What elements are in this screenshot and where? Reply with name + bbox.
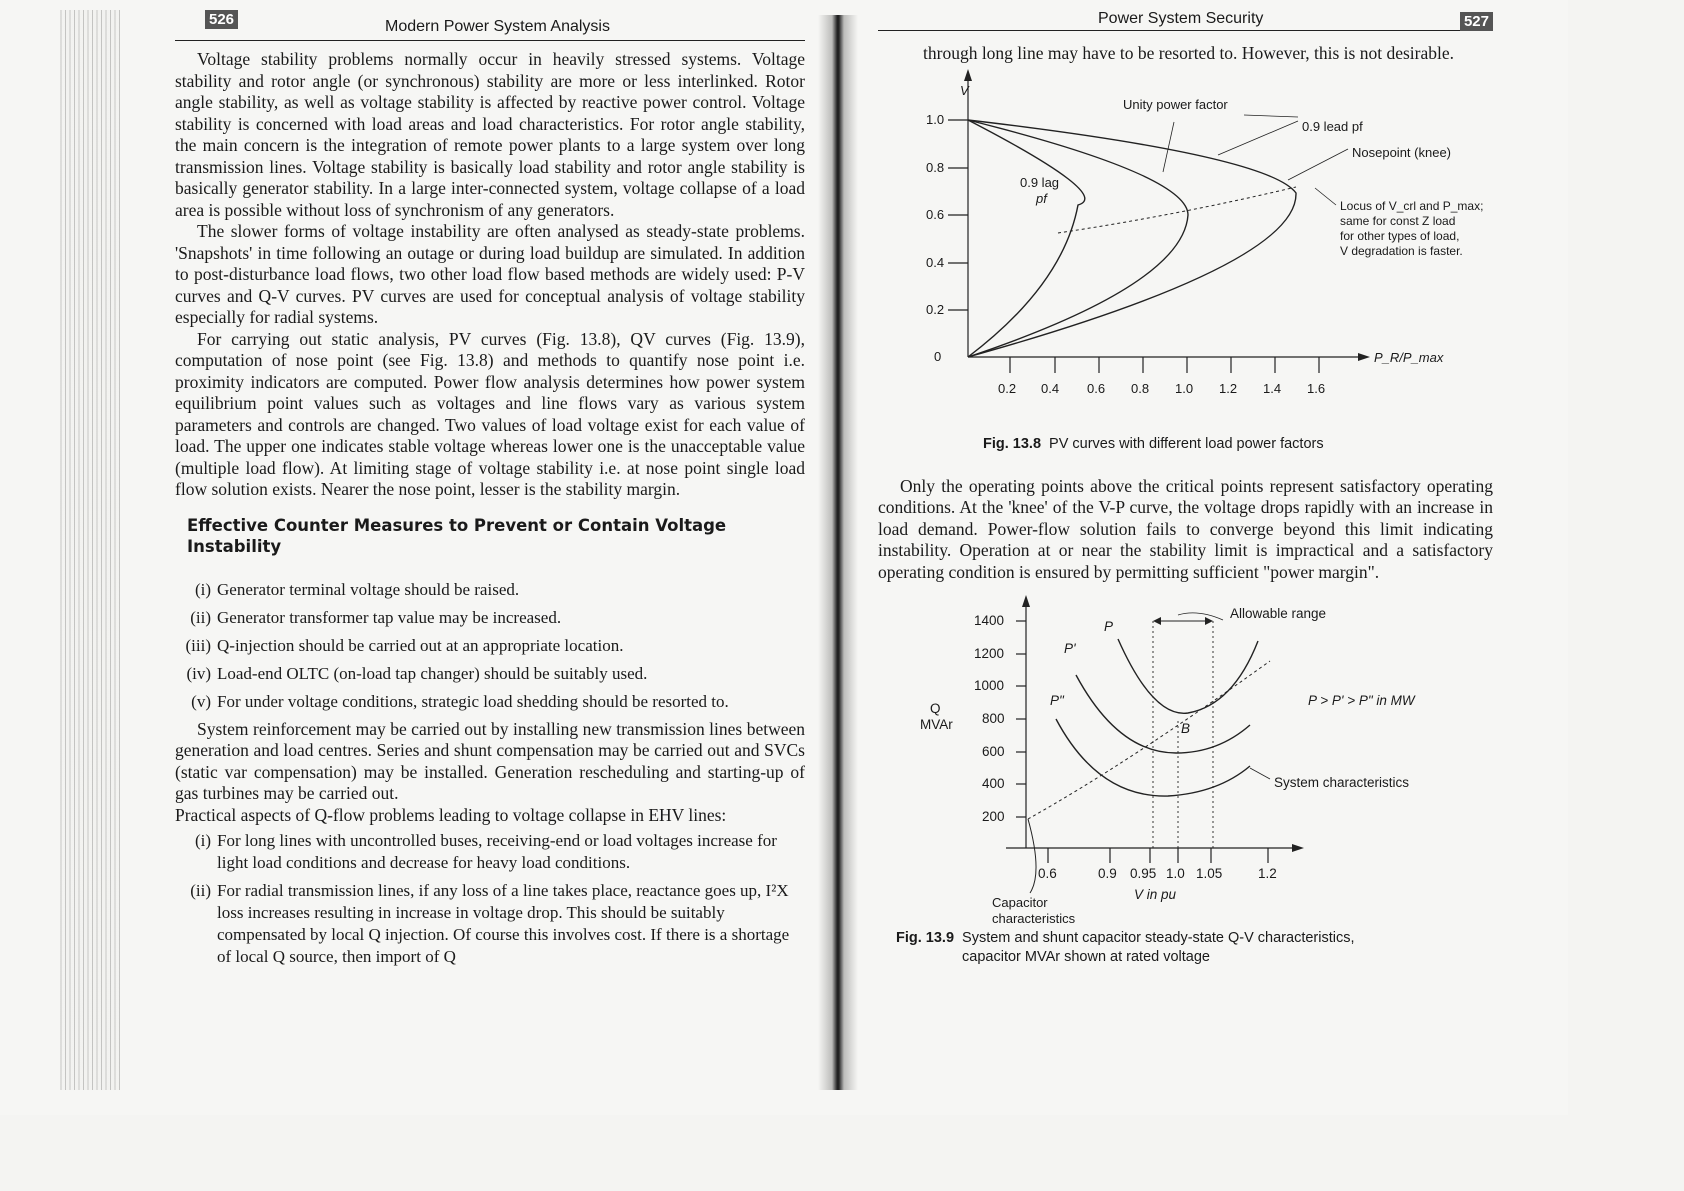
label-lag-pf: 0.9 lag bbox=[1020, 174, 1060, 190]
practical-aspects-list bbox=[175, 830, 805, 968]
list-item: (ii) For radial transmission lines, if any loss of a line takes place, reactance goes up, I²X loss increases resulting in increase in voltage drop. This should be suitably compensated by local Q injection. Of course this involves cost. If there is a shortage of local Q source, then import of Q bbox=[190, 881, 790, 966]
right-page-number: 527 bbox=[1460, 12, 1493, 31]
section-heading: Effective Counter Measures to Prevent or Contain Voltage Instability bbox=[187, 515, 727, 556]
right-running-header bbox=[878, 0, 1493, 31]
page-edge-stack bbox=[60, 10, 120, 1090]
right-page bbox=[878, 0, 1493, 967]
x-tick-label: 0.9 bbox=[1098, 866, 1117, 881]
label-capacitor: Capacitor bbox=[992, 895, 1048, 910]
x-tick-label: 1.0 bbox=[1175, 380, 1194, 396]
v-axis-arrow bbox=[964, 69, 972, 81]
v-axis-arrow bbox=[1292, 844, 1304, 852]
list-item: (i) For long lines with uncontrolled buses, receiving-end or load voltages increase for light load conditions and decrease for heavy load conditions. bbox=[194, 831, 777, 872]
curve-unity bbox=[968, 120, 1188, 357]
leader bbox=[1315, 188, 1336, 205]
locus-note-line: for other types of load, bbox=[1340, 228, 1460, 243]
y-tick-label: 0 bbox=[934, 348, 942, 364]
leader bbox=[1244, 115, 1298, 117]
locus-line bbox=[1058, 187, 1296, 233]
y-tick-label: 600 bbox=[982, 744, 1005, 759]
label-P-double-prime: P" bbox=[1050, 693, 1064, 708]
fig-number: Fig. 13.8 bbox=[983, 435, 1042, 452]
q-axis-arrow bbox=[1022, 595, 1030, 607]
left-page bbox=[175, 0, 805, 974]
leader bbox=[1163, 122, 1174, 172]
figure-pv-curves bbox=[878, 65, 1493, 445]
y-tick-label: 400 bbox=[982, 776, 1005, 791]
x-tick-label: 1.0 bbox=[1166, 866, 1185, 881]
y-tick-label: 0.8 bbox=[926, 159, 945, 175]
y-tick-label: 0.6 bbox=[926, 206, 945, 222]
paragraph-static-analysis: For carrying out static analysis, PV curves (Fig. 13.8), QV curves (Fig. 13.9), computation of nose point (see Fig. 13.8) and methods to quantify nose point i.e. proximity indicators are computed. Power flow analysis determines how power system equilibrium point values such as voltages and line flows vary as various system parameters and controls are changed. Two values of load voltage exist for each value of load. The upper one indicates stable voltage whereas lower one is the unacceptable value (multiple load flow). At limiting stage of voltage stability i.e. at nose point single load flow solution exists. Nearer the nose point, lesser is the stability margin. bbox=[175, 328, 805, 499]
arrowhead bbox=[1205, 617, 1213, 625]
x-tick-label: 1.6 bbox=[1307, 380, 1326, 396]
label-lag-pf-unit: pf bbox=[1036, 190, 1047, 206]
y-axis-unit: MVAr bbox=[920, 717, 953, 732]
x-tick-label: 0.8 bbox=[1131, 380, 1150, 396]
list-item: (v) For under voltage conditions, strategic load shedding should be resorted to. bbox=[191, 691, 729, 711]
y-tick-label: 0.2 bbox=[926, 301, 945, 317]
fig-caption-line: capacitor MVAr shown at rated voltage bbox=[962, 949, 1210, 965]
x-tick-label: 1.2 bbox=[1258, 866, 1277, 881]
arrowhead bbox=[1153, 617, 1161, 625]
list-item: (ii) Generator transformer tap value may be increased. bbox=[190, 607, 562, 627]
y-tick-label: 1200 bbox=[974, 646, 1005, 661]
y-tick-label: 800 bbox=[982, 711, 1005, 726]
locus-note-line: Locus of V_crl and P_max; bbox=[1340, 198, 1484, 213]
y-tick-label: 1.0 bbox=[926, 111, 945, 127]
curve-0-9-lag bbox=[968, 120, 1085, 357]
figure-qv-curves bbox=[878, 593, 1493, 933]
capacitor-leader bbox=[1028, 819, 1036, 893]
paragraph-voltage-stability: Voltage stability problems normally occur in heavily stressed systems. Voltage stability and rotor angle (or synchronous) stability are more or less interlinked. Rotor angle stability, as well as voltage stability is affected by reactive power control. Voltage stability is concerned with load areas and load characteristics. For rotor angle stability, the main concern is the integration of remote power plants to a large system over long transmission lines. Voltage stability is basically load stability and rotor angle stability is basically generator stability. In a large inter-connected system, voltage collapse of a load area is possible without loss of synchronism of any generators. bbox=[175, 49, 805, 220]
paragraph-reinforcement: System reinforcement may be carried out by installing new transmission lines between generation and load centres. Series and shunt compensation may be carried out and SVCs (static var compensation) may be installed. Generation rescheduling and starting-up of gas turbines may be carried out. bbox=[175, 718, 805, 803]
label-allowable-range: Allowable range bbox=[1230, 606, 1327, 621]
label-lead-pf: 0.9 lead pf bbox=[1302, 118, 1363, 134]
x-axis-label: V in pu bbox=[1134, 887, 1177, 902]
label-nosepoint: Nosepoint (knee) bbox=[1352, 144, 1451, 160]
label-system-characteristics: System characteristics bbox=[1274, 775, 1410, 790]
fig-caption-line: System and shunt capacitor steady-state Q-V characteristics, bbox=[962, 930, 1355, 946]
label-p-relation: P > P' > P" in MW bbox=[1308, 693, 1415, 708]
label-P-prime: P' bbox=[1064, 641, 1076, 656]
y-tick-label: 1400 bbox=[974, 613, 1005, 628]
curve-P bbox=[1118, 639, 1258, 713]
fig-number: Fig. 13.9 bbox=[896, 930, 955, 946]
leader bbox=[1218, 121, 1298, 155]
label-unity-pf: Unity power factor bbox=[1123, 96, 1228, 112]
x-tick-label: 1.2 bbox=[1219, 380, 1238, 396]
label-B: B bbox=[1181, 721, 1191, 736]
locus-note-line: V degradation is faster. bbox=[1340, 243, 1463, 258]
leader bbox=[1250, 768, 1270, 779]
countermeasures-list bbox=[175, 579, 805, 713]
label-P: P bbox=[1104, 619, 1114, 634]
x-tick-label: 0.95 bbox=[1130, 866, 1157, 881]
paragraph-slower-forms: The slower forms of voltage instability are often analysed as steady-state problems. 'Snapshots' in time following an outage or during load buildup are simulated. In addition to post-disturbance load flows, two other load flow based methods are widely used: P-V curves and Q-V curves. PV curves are used for conceptual analysis of voltage stability especially for radial systems. bbox=[175, 221, 805, 327]
book-gutter bbox=[818, 15, 858, 1090]
left-running-header bbox=[175, 0, 805, 41]
pv-curves-diagram bbox=[878, 65, 1493, 445]
list-item: (i) Generator terminal voltage should be raised. bbox=[194, 579, 520, 599]
paragraph-practical-intro: Practical aspects of Q-flow problems leading to voltage collapse in EHV lines: bbox=[175, 804, 727, 825]
leader bbox=[1178, 613, 1223, 620]
x-tick-label: 0.2 bbox=[998, 380, 1017, 396]
qv-curves-diagram bbox=[878, 593, 1493, 933]
curve-P-prime bbox=[1076, 675, 1250, 753]
curve-0-9-lead bbox=[968, 120, 1296, 357]
right-running-head: Power System Security bbox=[1098, 10, 1264, 27]
x-tick-label: 1.05 bbox=[1196, 866, 1223, 881]
leader bbox=[1288, 149, 1348, 180]
label-capacitor-2: characteristics bbox=[992, 911, 1076, 926]
list-item: (iv) Load-end OLTC (on-load tap changer) should be suitably used. bbox=[186, 663, 648, 683]
x-tick-label: 0.6 bbox=[1087, 380, 1106, 396]
x-tick-label: 0.4 bbox=[1041, 380, 1060, 396]
fig-caption-text: PV curves with different load power factors bbox=[1049, 435, 1324, 452]
locus-note-line: same for const Z load bbox=[1340, 213, 1456, 228]
list-item: (iii) Q-injection should be carried out at an appropriate location. bbox=[185, 635, 624, 655]
y-tick-label: 0.4 bbox=[926, 254, 945, 270]
y-tick-label: 1000 bbox=[974, 678, 1005, 693]
x-tick-label: 0.6 bbox=[1038, 866, 1057, 881]
paragraph-continuation: through long line may have to be resorted to. However, this is not desirable. bbox=[923, 43, 1454, 63]
p-axis-label: P_R/P_max bbox=[1374, 349, 1444, 365]
x-tick-label: 1.4 bbox=[1263, 380, 1282, 396]
y-axis-label: Q bbox=[930, 701, 941, 716]
p-axis-arrow bbox=[1358, 353, 1370, 361]
y-tick-label: 200 bbox=[982, 809, 1005, 824]
fig-13-9-caption bbox=[896, 929, 1493, 967]
paragraph-operating-points: Only the operating points above the critical points represent satisfactory operating conditions. At the 'knee' of the V-P curve, the voltage drops rapidly with an increase in load demand. Power-flow solution fails to converge beyond this limit indicating instability. Operation at or near the stability limit is impractical and a satisfactory operating condition is ensured by permitting sufficient "power margin". bbox=[878, 475, 1493, 582]
v-axis-label: V bbox=[960, 82, 969, 98]
left-running-head: Modern Power System Analysis bbox=[385, 18, 610, 35]
left-page-number: 526 bbox=[205, 10, 238, 29]
